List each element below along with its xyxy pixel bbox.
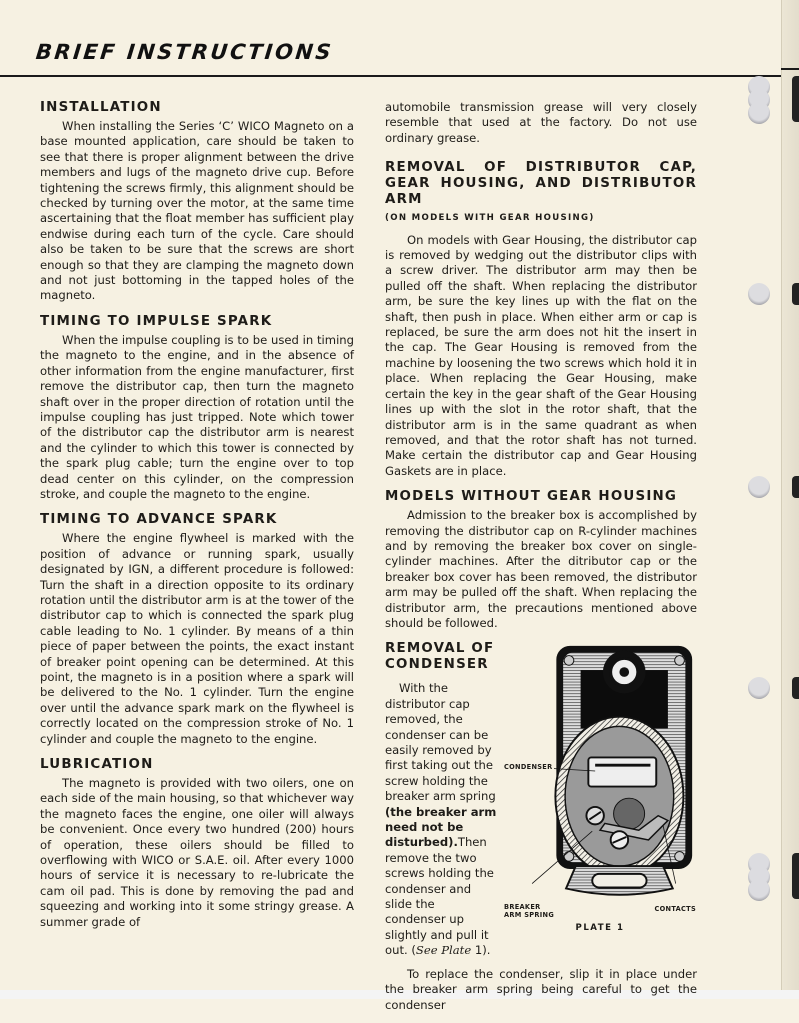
section-body: On models with Gear Housing, the distributor cap is removed by wedging out the distributor clips with a screw driver. The distributor arm may then be pulled off the shaft. When replacing the distributor arm, be sure the key lines up with the flat on the shaft, then push in place. When either arm or cap is replaced, be sure the arm does not hit the insert in the cap. The Gear Housing is removed from the machine by loosening the two screws which hold it in place. When replacing the Gear Housing, make certain the key in the gear shaft of the Gear Housing lines up with the slot in the rotor shaft, that the distributor arm is in the same quadrant as when removed, and that the rotor shaft has not turned. Make certain the distributor cap and Gear Housing Gaskets are in place.	[385, 232, 697, 478]
binder-hole	[748, 677, 770, 699]
section-timing-impulse	[40, 314, 354, 502]
section-without-gear	[385, 489, 697, 631]
plate-reference-number: 1).	[471, 943, 491, 958]
cam	[614, 799, 645, 830]
body-text: Then remove the two screws holding the condenser and slide the condenser up slightly and pull it out. (	[385, 835, 494, 958]
section-removal-condenser	[385, 641, 697, 958]
section-body: Where the engine flywheel is marked with the position of advance or running spark, usually designated by IGN, a different procedure is followed: Turn the shaft in a direction opposite to its ordinary rotation until the distributor arm is at the tower of the distributor cap to which is connected the spark plug cable leading to No. 1 cylinder. By means of a thin piece of paper between the points, the exact instant of breaker point opening can be determined. At this point, the magneto is in a position where a spark will be delivered to the No. 1 cylinder. Turn the engine over until the advance spark mark on the flywheel is correctly located on the compression stroke of No. 1 cylinder and couple the magneto to the engine.	[40, 531, 354, 746]
header-rule-edge	[781, 68, 799, 70]
screw-icon	[564, 852, 574, 862]
binder-hole-double-top	[748, 76, 770, 124]
condenser-continuation: To replace the condenser, slip it in place under the breaker arm spring being careful to get the condenser	[385, 966, 697, 1012]
binder-hole	[748, 283, 770, 305]
right-column	[385, 100, 697, 1023]
screw-icon	[675, 852, 685, 862]
section-heading: LUBRICATION	[40, 757, 154, 773]
section-body: When the impulse coupling is to be used in timing the magneto to the engine, and in the absence of other information from the engine manufacturer, first remove the distributor cap, then turn the magneto shaft over in the proper direction of rotation until the impulse coupling has just tripped. Note which tower of the distributor cap the distributor arm is nearest and the cylinder to which this tower is connected by the spark plug cable; turn the engine over to top dead center on this cylinder, on the compression stroke, and couple the magneto to the engine.	[40, 332, 354, 501]
section-lubrication	[40, 757, 354, 930]
section-timing-advance	[40, 512, 354, 747]
callout-arm-spring: ARM SPRING	[504, 911, 555, 920]
edge-notch	[792, 476, 799, 498]
lubrication-continuation: automobile transmission grease will very closely resemble that used at the factory. Do not use ordinary grease.	[385, 100, 697, 145]
section-heading: INSTALLATION	[40, 100, 162, 115]
plate-reference: See Plate	[415, 943, 472, 958]
section-body: When installing the Series ‘C’ WICO Magneto on a base mounted application, care should be taken to see that there is proper alignment between the drive members and lugs of the magneto drive cup. Before tightening the screws firmly, this alignment should be checked by turning over the motor, at the same time ascertaining that the float member has sufficient play endwise during each turn of the cycle. Care should also be taken to be sure that the screws are short enough so that they are clamping the magneto down and not just bottoming in the tapped holes of the magneto.	[40, 119, 354, 303]
section-removal-cap	[385, 160, 697, 479]
callout-breaker: BREAKER	[504, 903, 541, 912]
section-heading: MODELS WITHOUT GEAR HOUSING	[385, 489, 678, 505]
cap-boss-center	[619, 668, 629, 678]
edge-notch	[792, 853, 799, 899]
screw-icon	[564, 656, 574, 666]
section-heading: REMOVAL OF DISTRIBUTOR CAP, GEAR HOUSING, AND DISTRIBUTOR ARM	[385, 160, 697, 208]
condenser-text	[385, 641, 497, 958]
body-text: With the distributor cap removed, the condenser can be easily removed by first taking out the screw holding the breaker arm spring	[385, 681, 496, 804]
binder-hole-double-bottom	[748, 853, 770, 901]
page-title: BRIEF INSTRUCTIONS	[34, 40, 335, 64]
section-body	[385, 681, 497, 958]
plate-caption: PLATE 1	[575, 923, 625, 934]
left-column	[40, 100, 354, 940]
section-subheading: (ON MODELS WITH GEAR HOUSING)	[385, 213, 595, 224]
section-installation	[40, 100, 354, 304]
section-body: Admission to the breaker box is accomplished by removing the distributor cap on R-cylinder machines and by removing the breaker box cover on single-cylinder machines. After the ditributor cap or the breaker box cover has been removed, the distributor arm may be pulled off the shaft. When replacing the distributor arm, the precautions mentioned above should be followed.	[385, 508, 697, 630]
magneto-illustration	[503, 641, 697, 903]
edge-notch	[792, 76, 799, 122]
condenser-part	[588, 758, 656, 787]
binder-hole	[748, 476, 770, 498]
callout-contacts: CONTACTS	[654, 905, 696, 914]
header-rule	[0, 75, 781, 77]
section-body: The magneto is provided with two oilers, one on each side of the main housing, so that whichever way the magneto faces the engine, one oiler will always be convenient. Once every two hundred (200) hours of operation, these oilers should be filled to overflowing with WICO or S.A.E. oil. After every 1000 hours of service it is necessary to re-lubricate the cam oil pad. This is done by removing the pad and squeezing and working into it some stringy grease. A summer grade of	[40, 776, 354, 929]
callout-condenser: CONDENSER	[504, 763, 553, 772]
edge-notch	[792, 677, 799, 699]
section-heading: REMOVAL OF CONDENSER	[385, 641, 495, 673]
section-heading: TIMING TO ADVANCE SPARK	[40, 512, 278, 528]
section-heading: TIMING TO IMPULSE SPARK	[40, 313, 273, 329]
body-bold-text: (the breaker arm need not be disturbed).	[385, 804, 497, 850]
plate-figure	[503, 641, 697, 941]
edge-notch	[792, 283, 799, 305]
screw-icon	[675, 656, 685, 666]
